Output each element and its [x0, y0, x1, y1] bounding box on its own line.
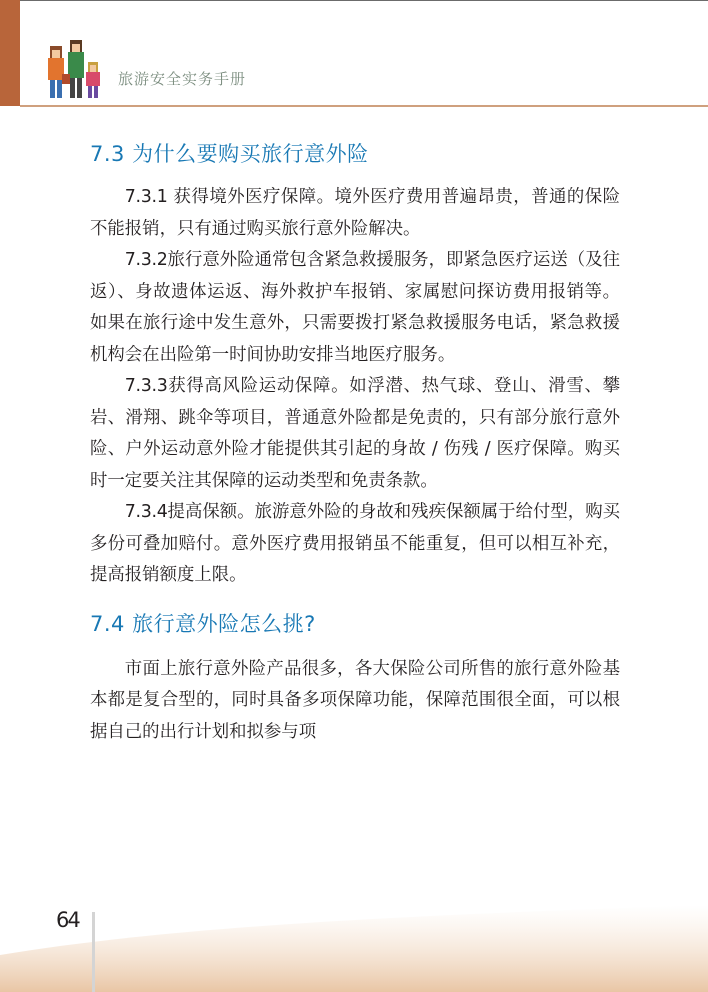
family-illustration-icon	[44, 38, 110, 104]
page-content	[90, 138, 620, 748]
paragraph-text: 旅行意外险通常包含紧急救援服务，即紧急医疗运送（及往返）、身故遗体运返、海外救护车报销、家属慰问探访费用报销等。如果在旅行途中发生意外，只需要拨打紧急救援服务电话，紧急救援机构会在出险第一时间协助安排当地医疗服务。	[90, 250, 620, 365]
paragraph-7-3-3	[90, 371, 620, 497]
footer-wave-decoration	[0, 895, 708, 992]
header-rule	[20, 105, 708, 107]
paragraph-text: 获得境外医疗保障。境外医疗费用普遍昂贵，普通的保险不能报销，只有通过购买旅行意外险解决。	[90, 187, 620, 239]
section-heading-7-4: 7.4 旅行意外险怎么挑?	[90, 611, 316, 636]
paragraph-text: 获得高风险运动保障。如浮潜、热气球、登山、滑雪、攀岩、滑翔、跳伞等项目，普通意外险都是免责的，只有部分旅行意外险、户外运动意外险才能提供其引起的身故 / 伤残 / 医疗保障。购买时一定要关注其保障的运动类型和免责条款。	[90, 376, 620, 491]
paragraph-number: 7.3.2	[124, 250, 168, 270]
paragraph-7-4-intro	[90, 654, 620, 749]
page-number: 64	[56, 908, 79, 932]
book-title: 旅游安全实务手册	[118, 70, 247, 88]
page-header	[0, 0, 708, 110]
paragraph-number: 7.3.1	[124, 187, 168, 207]
header-top-line	[20, 0, 708, 1]
section-heading-7-3: 7.3 为什么要购买旅行意外险	[90, 142, 369, 166]
paragraph-number: 7.3.3	[124, 376, 168, 396]
footer-vertical-line	[92, 912, 95, 992]
paragraph-number: 7.3.4	[124, 502, 168, 522]
paragraph-7-3-4	[90, 497, 620, 592]
header-accent-strip	[0, 0, 20, 106]
paragraph-7-3-2	[90, 245, 620, 371]
paragraph-7-3-1	[90, 182, 620, 245]
paragraph-text: 市面上旅行意外险产品很多，各大保险公司所售的旅行意外险基本都是复合型的，同时具备多项保障功能，保障范围很全面，可以根据自己的出行计划和拟参与项	[90, 658, 620, 742]
paragraph-text: 提高保额。旅游意外险的身故和残疾保额属于给付型，购买多份可叠加赔付。意外医疗费用报销虽不能重复，但可以相互补充，提高报销额度上限。	[90, 502, 620, 585]
